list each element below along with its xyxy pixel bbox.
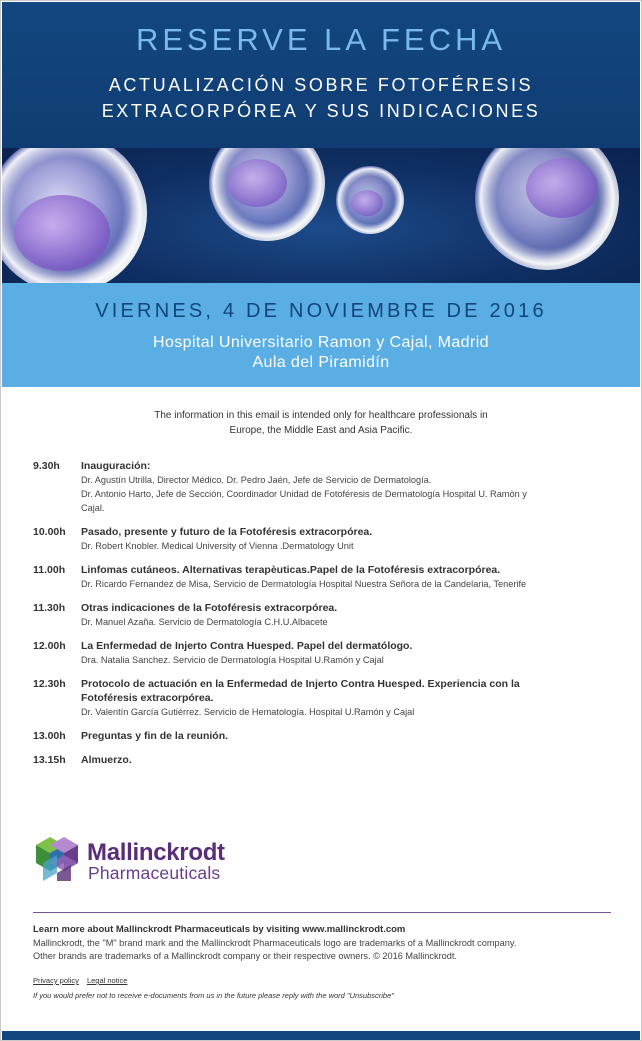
agenda-session: Protocolo de actuación en la Enfermedad de Injerto Contra Huesped. Experiencia con la — [81, 678, 520, 690]
mallinckrodt-cube-logo-icon — [32, 833, 82, 883]
agenda-time: 13.00h — [33, 730, 66, 742]
header-banner — [2, 2, 640, 148]
agenda-speaker: Cajal. — [81, 503, 105, 513]
company-logo — [32, 833, 292, 885]
website-link[interactable]: www.mallinckrodt.com — [302, 924, 406, 935]
agenda-item — [33, 753, 613, 767]
agenda-time: 13.15h — [33, 754, 66, 766]
agenda-item — [33, 729, 613, 743]
agenda-speaker: Dr. Robert Knobler. Medical University of Vienna .Dermatology Unit — [81, 541, 354, 551]
agenda-speaker: Dr. Valentín García Gutiérrez. Servicio de Hematología. Hospital U.Ramón y Cajal — [81, 707, 415, 717]
subtitle-line-2: EXTRACORPÓREA Y SUS INDICACIONES — [101, 101, 541, 121]
agenda-list — [33, 459, 613, 777]
agenda-time: 11.30h — [33, 602, 66, 614]
legal-line-1: Mallinckrodt, the "M" brand mark and the Mallinckrodt Pharmaceuticals logo are trademarks of a Mallinckrodt company. — [33, 938, 517, 948]
logo-brand: Mallinckrodt — [87, 839, 225, 866]
bottom-bar — [2, 1031, 640, 1040]
event-room: Aula del Piramidín — [252, 354, 390, 371]
agenda-item — [33, 677, 613, 719]
agenda-item — [33, 639, 613, 667]
agenda-speaker: Dr. Antonio Harto, Jefe de Sección, Coordinador Unidad de Fotoféresis de Dermatología Hospital U. Ramòn y — [81, 489, 527, 499]
agenda-session: Linfomas cutáneos. Alternativas terapèuticas.Papel de la Fotoféresis extracorpórea. — [81, 564, 501, 576]
agenda-time: 12.30h — [33, 678, 66, 690]
cells-banner-image — [2, 148, 640, 283]
learn-more-text: Learn more about Mallinckrodt Pharmaceuticals by visiting — [33, 924, 303, 935]
agenda-time: 11.00h — [33, 564, 66, 576]
cells-illustration — [2, 148, 640, 283]
logo-subtitle: Pharmaceuticals — [88, 863, 221, 883]
agenda-speaker: Dr. Agustín Utrilla, Director Médico. Dr. Pedro Jaén, Jefe de Servicio de Dermatología. — [81, 475, 432, 485]
page-title: RESERVE LA FECHA — [135, 22, 507, 57]
agenda-item — [33, 563, 613, 591]
agenda-time: 12.00h — [33, 640, 66, 652]
agenda-session: Otras indicaciones de la Fotoféresis extracorpórea. — [81, 602, 338, 614]
agenda-session: Pasado, presente y futuro de la Fotoféresis extracorpórea. — [81, 526, 373, 538]
agenda-session-continued: Fotoféresis extracorpórea. — [81, 692, 214, 704]
footer-divider — [33, 912, 611, 913]
agenda-time: 10.00h — [33, 526, 66, 538]
agenda-session: Inauguración: — [81, 460, 151, 472]
unsubscribe-note: If you would prefer not to receive e-documents from us in the future please reply with the word "Unsubscribe" — [33, 991, 394, 1000]
footer-learn-more — [33, 924, 613, 935]
notice-line-1: The information in this email is intended only for healthcare professionals in — [154, 410, 488, 421]
agenda-item — [33, 525, 613, 553]
agenda-session: La Enfermedad de Injerto Contra Huesped. Papel del dermatólogo. — [81, 640, 413, 652]
footer-legal — [33, 937, 613, 962]
agenda-time: 9.30h — [33, 460, 60, 472]
footer-links — [33, 976, 133, 985]
privacy-policy-link[interactable]: Privacy policy — [33, 976, 79, 985]
event-venue: Hospital Universitario Ramon y Cajal, Madrid — [153, 334, 489, 351]
agenda-session: Preguntas y fin de la reunión. — [81, 730, 229, 742]
agenda-item — [33, 601, 613, 629]
legal-line-2: Other brands are trademarks of a Mallinckrodt company or their respective owners. © 2016 Mallinckrodt. — [33, 950, 457, 961]
agenda-speaker: Dr. Manuel Azaña. Servicio de Dermatología C.H.U.Albacete — [81, 617, 328, 627]
event-date: VIERNES, 4 DE NOVIEMBRE DE 2016 — [95, 300, 547, 322]
agenda-speaker: Dra. Natalia Sanchez. Servicio de Dermatología Hospital U.Ramón y Cajal — [81, 655, 384, 665]
legal-notice-link[interactable]: Legal notice — [86, 976, 128, 985]
date-band — [2, 283, 640, 387]
agenda-item — [33, 459, 613, 515]
agenda-session: Almuerzo. — [81, 754, 132, 766]
agenda-speaker: Dr. Ricardo Fernandez de Misa, Servicio de Dermatología Hospital Nuestra Señora de la Candelaria, Tenerife — [81, 579, 527, 589]
notice-line-2: Europe, the Middle East and Asia Pacific. — [229, 425, 413, 436]
audience-notice — [101, 408, 541, 438]
subtitle-line-1: ACTUALIZACIÓN SOBRE FOTOFÉRESIS — [108, 75, 534, 95]
